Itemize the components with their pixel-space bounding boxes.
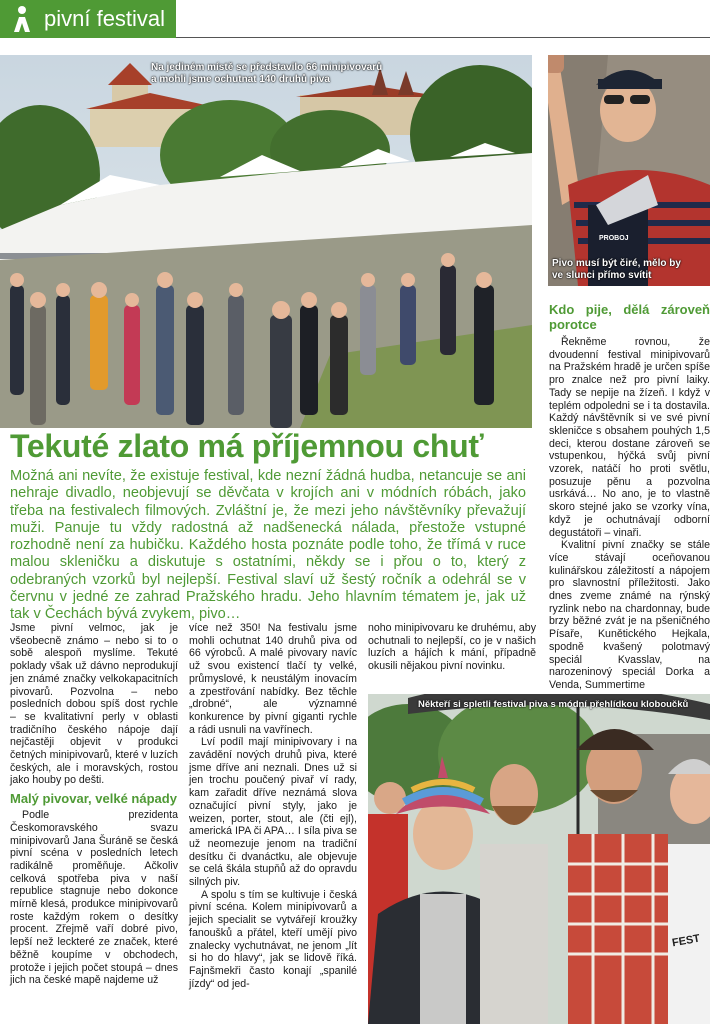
col3-paragraph-1: noho minipivovaru ke druhému, aby ochutnali to nejlepší, co je v našich luzích a hájích k mání, případně okusili nějakou pivní novinku. — [368, 622, 536, 673]
column-1 — [10, 622, 178, 987]
hats-photo — [368, 694, 710, 1024]
right-paragraph-2: Kvalitní pivní značky se stále více stávají oceňovanou kulinářskou záležitostí a nápojem pro slavnostní příležitosti. Jako dnes zveme známé na rýnský ryzlink nebo na chardonnay, bude brzy běžné zvát je na pšeničného Písaře, Kunětického Hejkala, spodně kvašený polotmavý speciál Kvasslav, na narozeninový speciál Dorka a Venda, Summertime — [549, 539, 710, 691]
article-lead: Možná ani nevíte, že existuje festival, kde nezní žádná hudba, netancuje se ani nehraje divadlo, neobjevují se děvčata v krojích ani v módních róbách, jako třeba na festivalech filmových. Zvláštní je, že mezi jeho návštěvníky převažují muži. Panuje tu vždy radostná až nadšenecká nálada, přestože vstupné rozhodně není za hubičku. Každého hosta poznáte podle toho, že třímá v ruce malou skleničku a diskutuje s ostatními, někdy se i přou o to, který z odebraných vzorků byl nejlepší. Festival slaví už šestý ročník a odehrál se v červnu v jedné ze zahrad Pražského hradu. Jeho hlavním tématem je, jak už tak v Čechách bývá zvykem, pivo… — [10, 468, 526, 623]
portrait-photo-caption — [552, 258, 710, 282]
col1-subheading: Malý pivovar, velké nápady — [10, 791, 177, 807]
header-rule — [176, 37, 710, 38]
right-paragraph-1: Řekněme rovnou, že dvoudenní festival minipivovarů na Pražském hradě je určen spíše pro znalce než pro pivní laiky. Tady se nepije na žízeň. I když v teplém odpoledni se i ta dostavila. Každý návštěvník si ve své pivní skleničce s obsahem pouhých 1,5 deci, kterou dostane zároveň se vstupenkou, hýčká svůj pivní vzorek, natáčí ho proti světlu, posuzuje pěnu a pozvolna usrkává… No ano, je to vlastně skoro stejné jako se vzorky vína, když je ochutnávají odborní degustátoři – vinaři. — [549, 336, 710, 539]
col2-paragraph-2: Lví podíl mají minipivovary i na zavádění nových druhů piva, které jsme dříve ani neznali. Dnes už si jen trochu poučený pivař ví rady, kam zařadit dříve neznámá slova označující pivní styly, jako je weizen, porter, stout, ale (čti ejl), americká IPA či APA… I síla piva se už neomezuje jenom na tradiční desítku či dvanáctku, ale objevuje se celá škála stupňů až do opravdu silných piv. — [189, 736, 357, 889]
people-icon — [10, 5, 34, 33]
bottom-photo-caption: Někteří si spletli festival piva s módní přehlídkou kloboučků — [418, 699, 689, 710]
column-3 — [368, 622, 536, 673]
main-photo-caption — [151, 62, 391, 86]
article-headline: Tekuté zlato má příjemnou chuť — [10, 428, 484, 464]
festival-crowd-photo — [0, 55, 532, 428]
portrait-caption-line-2: ve slunci přímo svítit — [552, 270, 652, 281]
col1-paragraph-1: Jsme pivní velmoc, jak je všeobecně známo – nebo si to o sobě alespoň myslíme. Tekuté poklady však už dávno neprodukují jen známé značky velkokapacitních pivovarů. Pozvolna – nebo posledních dobou spíš dost rychle – se kvalitativní perly v oblasti tradičního českého nápoje dají nejčastěji objevit v produkci četných minipivovarů, které v luzích českých, ale i moravských, rostou jako houby po dešti. — [10, 622, 178, 787]
right-column — [549, 302, 710, 692]
col2-paragraph-3: A spolu s tím se kultivuje i česká pivní scéna. Kolem minipivovarů a jejich specialit se vytvářejí kroužky fanoušků a přátel, kteří umějí pivo znalecky vychutnávat, ne jenom „lít si ho do hlavy“, jak se lidově říká. Fajnšmekři často konají „spanilé jízdy“ od jed- — [189, 888, 357, 990]
section-label: pivní festival — [44, 6, 166, 31]
main-caption-line-1: Na jediném místě se představilo 66 minipivovarů — [151, 62, 383, 73]
main-caption-line-2: a mohli jsme ochutnat 140 druhů piva — [151, 74, 330, 85]
shirt-print: FEST — [671, 932, 701, 950]
col1-paragraph-2: Podle prezidenta Českomoravského svazu minipivovarů Jana Šuráně se česká pivní scéna v posledních letech radikálně proměňuje. Ačkoliv celková spotřeba piva v naší republice stagnuje nebo dokonce mírně klesá, produkce minipivovarů roste každým rokem o desítky procent. Zřejmě vaří dobré pivo, lepší než leckteré ze značek, které běžně koupíme v obchodech, protože i jejich počet stoupá – dnes jich na české mapě najdeme už — [10, 809, 178, 987]
col2-paragraph-1: více než 350! Na festivalu jsme mohli ochutnat 140 druhů piva od 66 výrobců. A malé pivovary navíc už svou existencí tlačí ty velké, průmyslové, k neustálým inovacím a zpestřování nabídky. Bez těchle „drobné“, ale významné konkurence by pivní giganti rychle a rádi usnuli na vavřínech. — [189, 622, 357, 736]
column-2 — [189, 622, 357, 990]
portrait-caption-line-1: Pivo musí být čiré, mělo by — [552, 258, 681, 269]
right-subheading: Kdo pije, dělá zároveň porotce — [549, 302, 710, 332]
portrait-photo — [548, 55, 710, 286]
tshirt-text: PROBOJ — [599, 235, 629, 242]
